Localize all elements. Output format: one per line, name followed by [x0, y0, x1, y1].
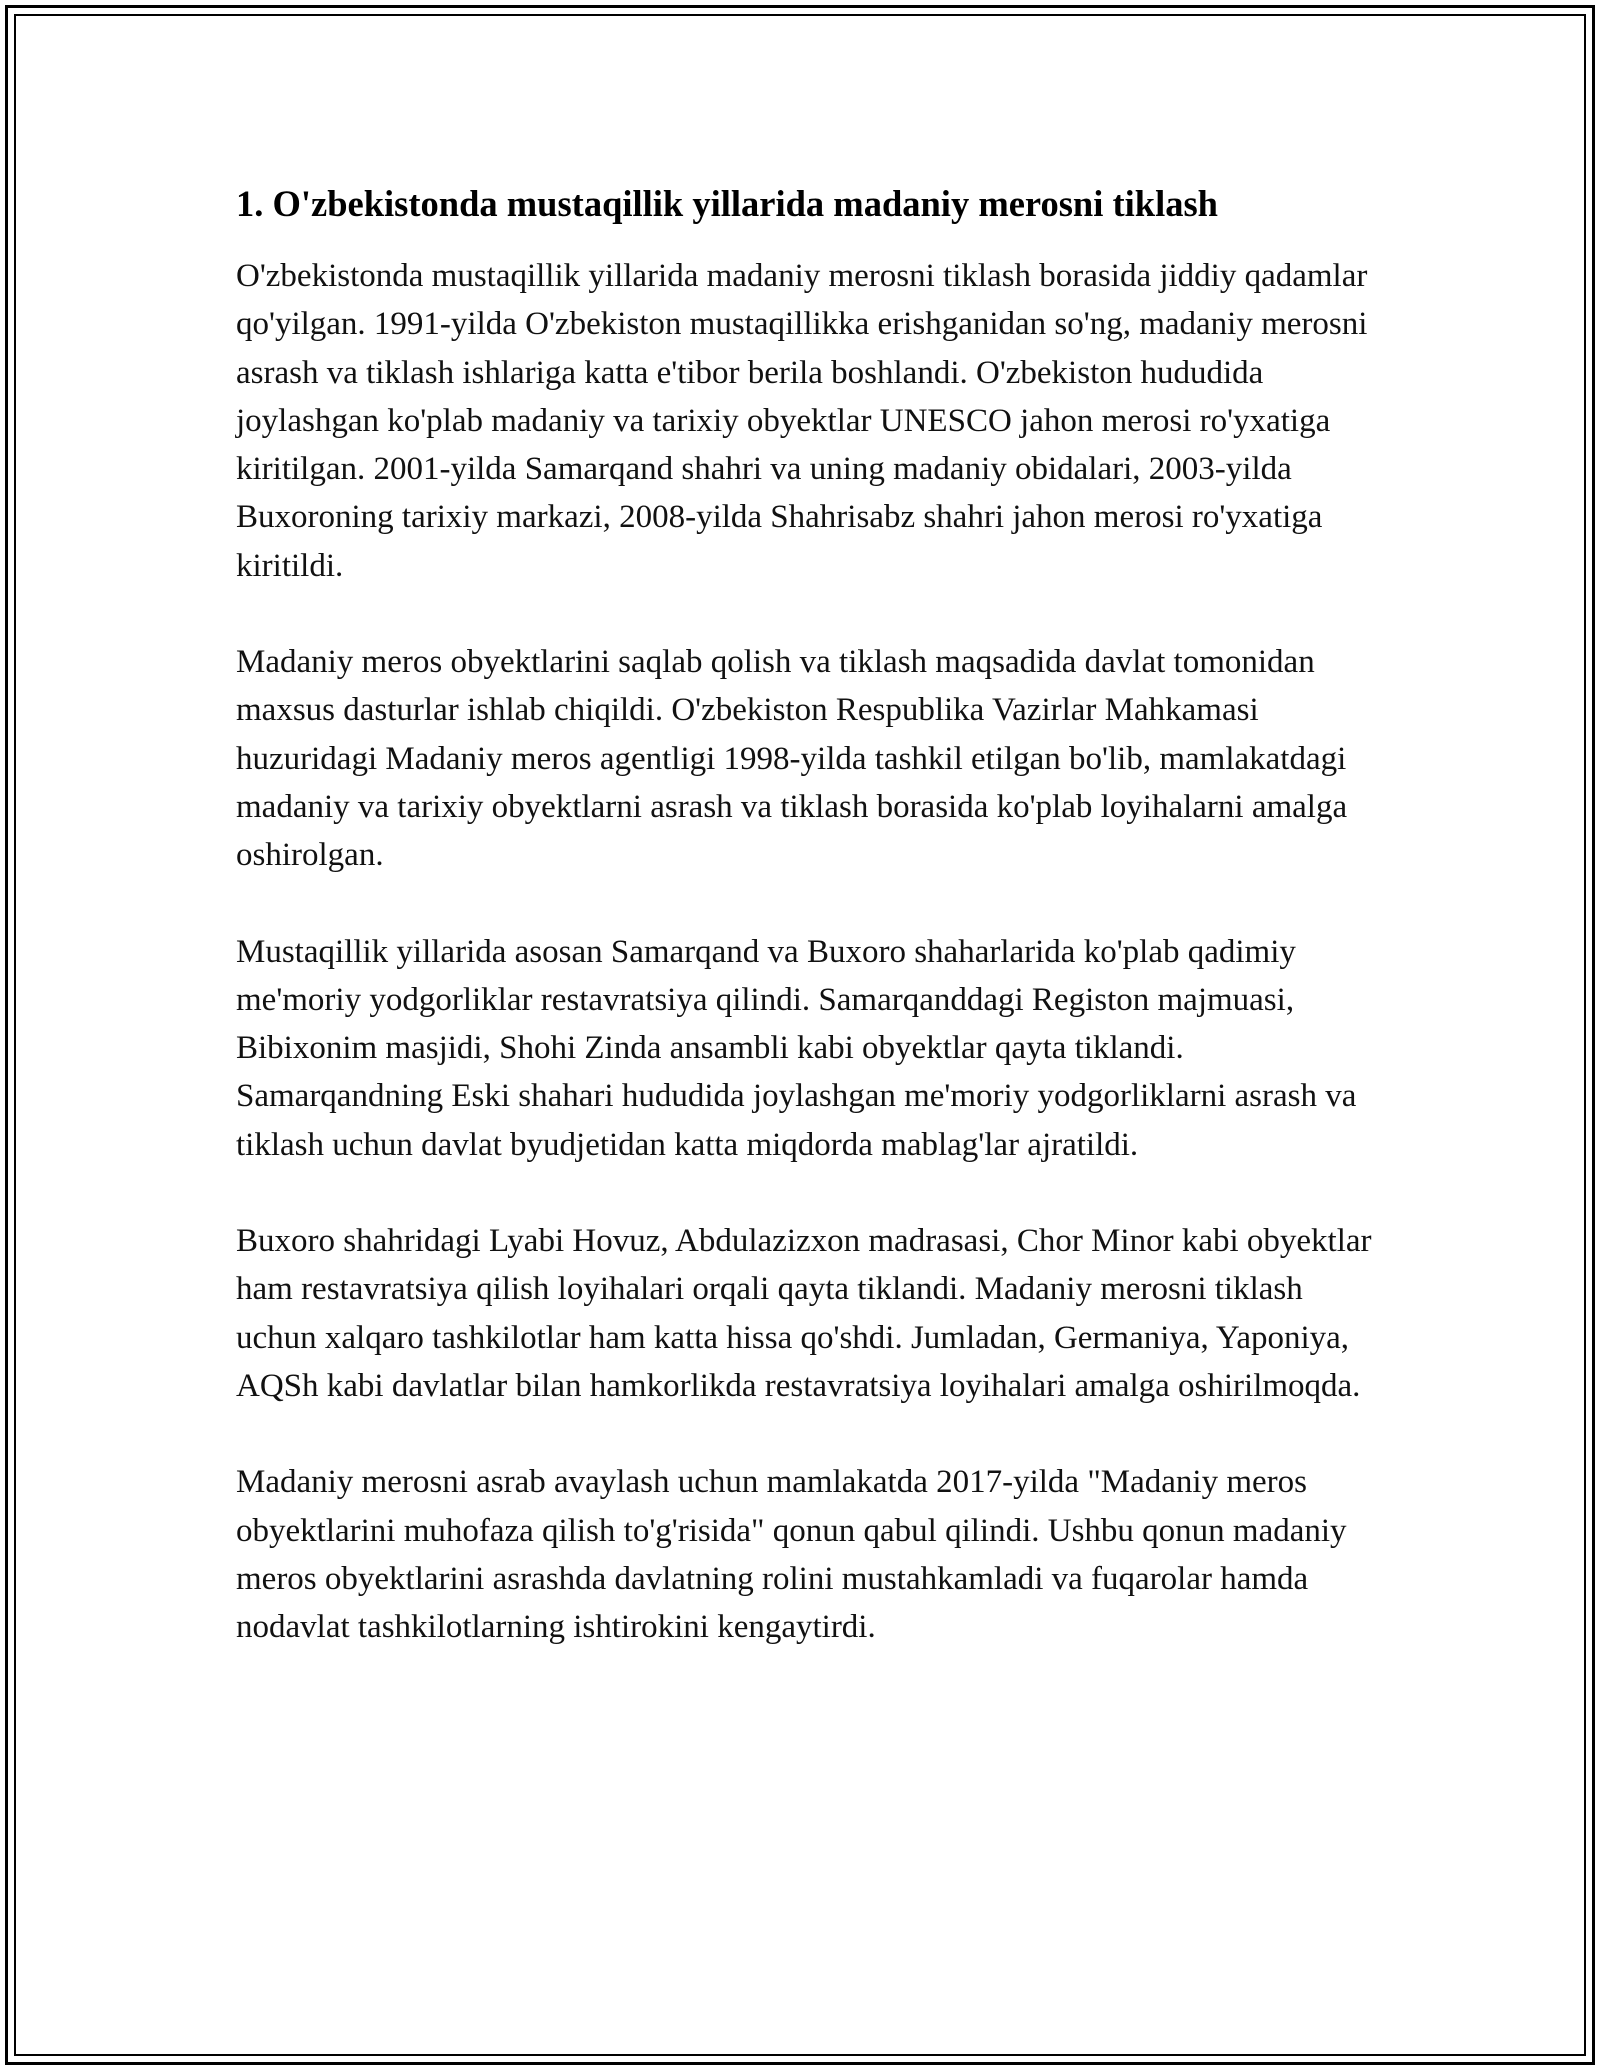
paragraph-4: Buxoro shahridagi Lyabi Hovuz, Abdulazizxon madrasasi, Chor Minor kabi obyektlar ham restavratsiya qilish loyihalari orqali qayta tiklandi. Madaniy merosni tiklash uchun xalqaro tashkilotlar ham katta hissa qo'shdi. Jumladan, Germaniya, Yaponiya, AQSh kabi davlatlar bilan hamkorlikda restavratsiya loyihalari amalga oshirilmoqda. [236, 1223, 1372, 1404]
section-heading: 1. O'zbekistonda mustaqillik yillarida madaniy merosni tiklash [236, 183, 1218, 224]
paragraph-5: Madaniy merosni asrab avaylash uchun mamlakatda 2017-yilda "Madaniy meros obyektlarini muhofaza qilish to'g'risida" qonun qabul qilindi. Ushbu qonun madaniy meros obyektlarini asrashda davlatning rolini mustahkamladi va fuqarolar hamda nodavlat tashkilotlarning ishtirokini kengaytirdi. [236, 1464, 1347, 1646]
paragraph-1: O'zbekistonda mustaqillik yillarida madaniy merosni tiklash borasida jiddiy qadamlar qo'yilgan. 1991-yilda O'zbekiston mustaqillikka erishganidan so'ng, madaniy merosni asrash va tiklash ishlariga katta e'tibor berila boshlandi. O'zbekiston hududida joylashgan ko'plab madaniy va tarixiy obyektlar UNESCO jahon merosi ro'yxatiga kiritilgan. 2001-yilda Samarqand shahri va uning madaniy obidalari, 2003-yilda Buxoroning tarixiy markazi, 2008-yilda Shahrisabz shahri jahon merosi ro'yxatiga kiritildi. [236, 258, 1368, 584]
document-body [236, 180, 1386, 1699]
paragraph-3: Mustaqillik yillarida asosan Samarqand va Buxoro shaharlarida ko'plab qadimiy me'moriy yodgorliklar restavratsiya qilindi. Samarqanddagi Registon majmuasi, Bibixonim masjidi, Shohi Zinda ansambli kabi obyektlar qayta tiklandi. Samarqandning Eski shahari hududida joylashgan me'moriy yodgorliklarni asrash va tiklash uchun davlat byudjetidan katta miqdorda mablag'lar ajratildi. [236, 933, 1357, 1163]
paragraph-2: Madaniy meros obyektlarini saqlab qolish va tiklash maqsadida davlat tomonidan maxsus dasturlar ishlab chiqildi. O'zbekiston Respublika Vazirlar Mahkamasi huzuridagi Madaniy meros agentligi 1998-yilda tashkil etilgan bo'lib, mamlakatdagi madaniy va tarixiy obyektlarni asrash va tiklash borasida ko'plab loyihalarni amalga oshirolgan. [236, 644, 1348, 874]
